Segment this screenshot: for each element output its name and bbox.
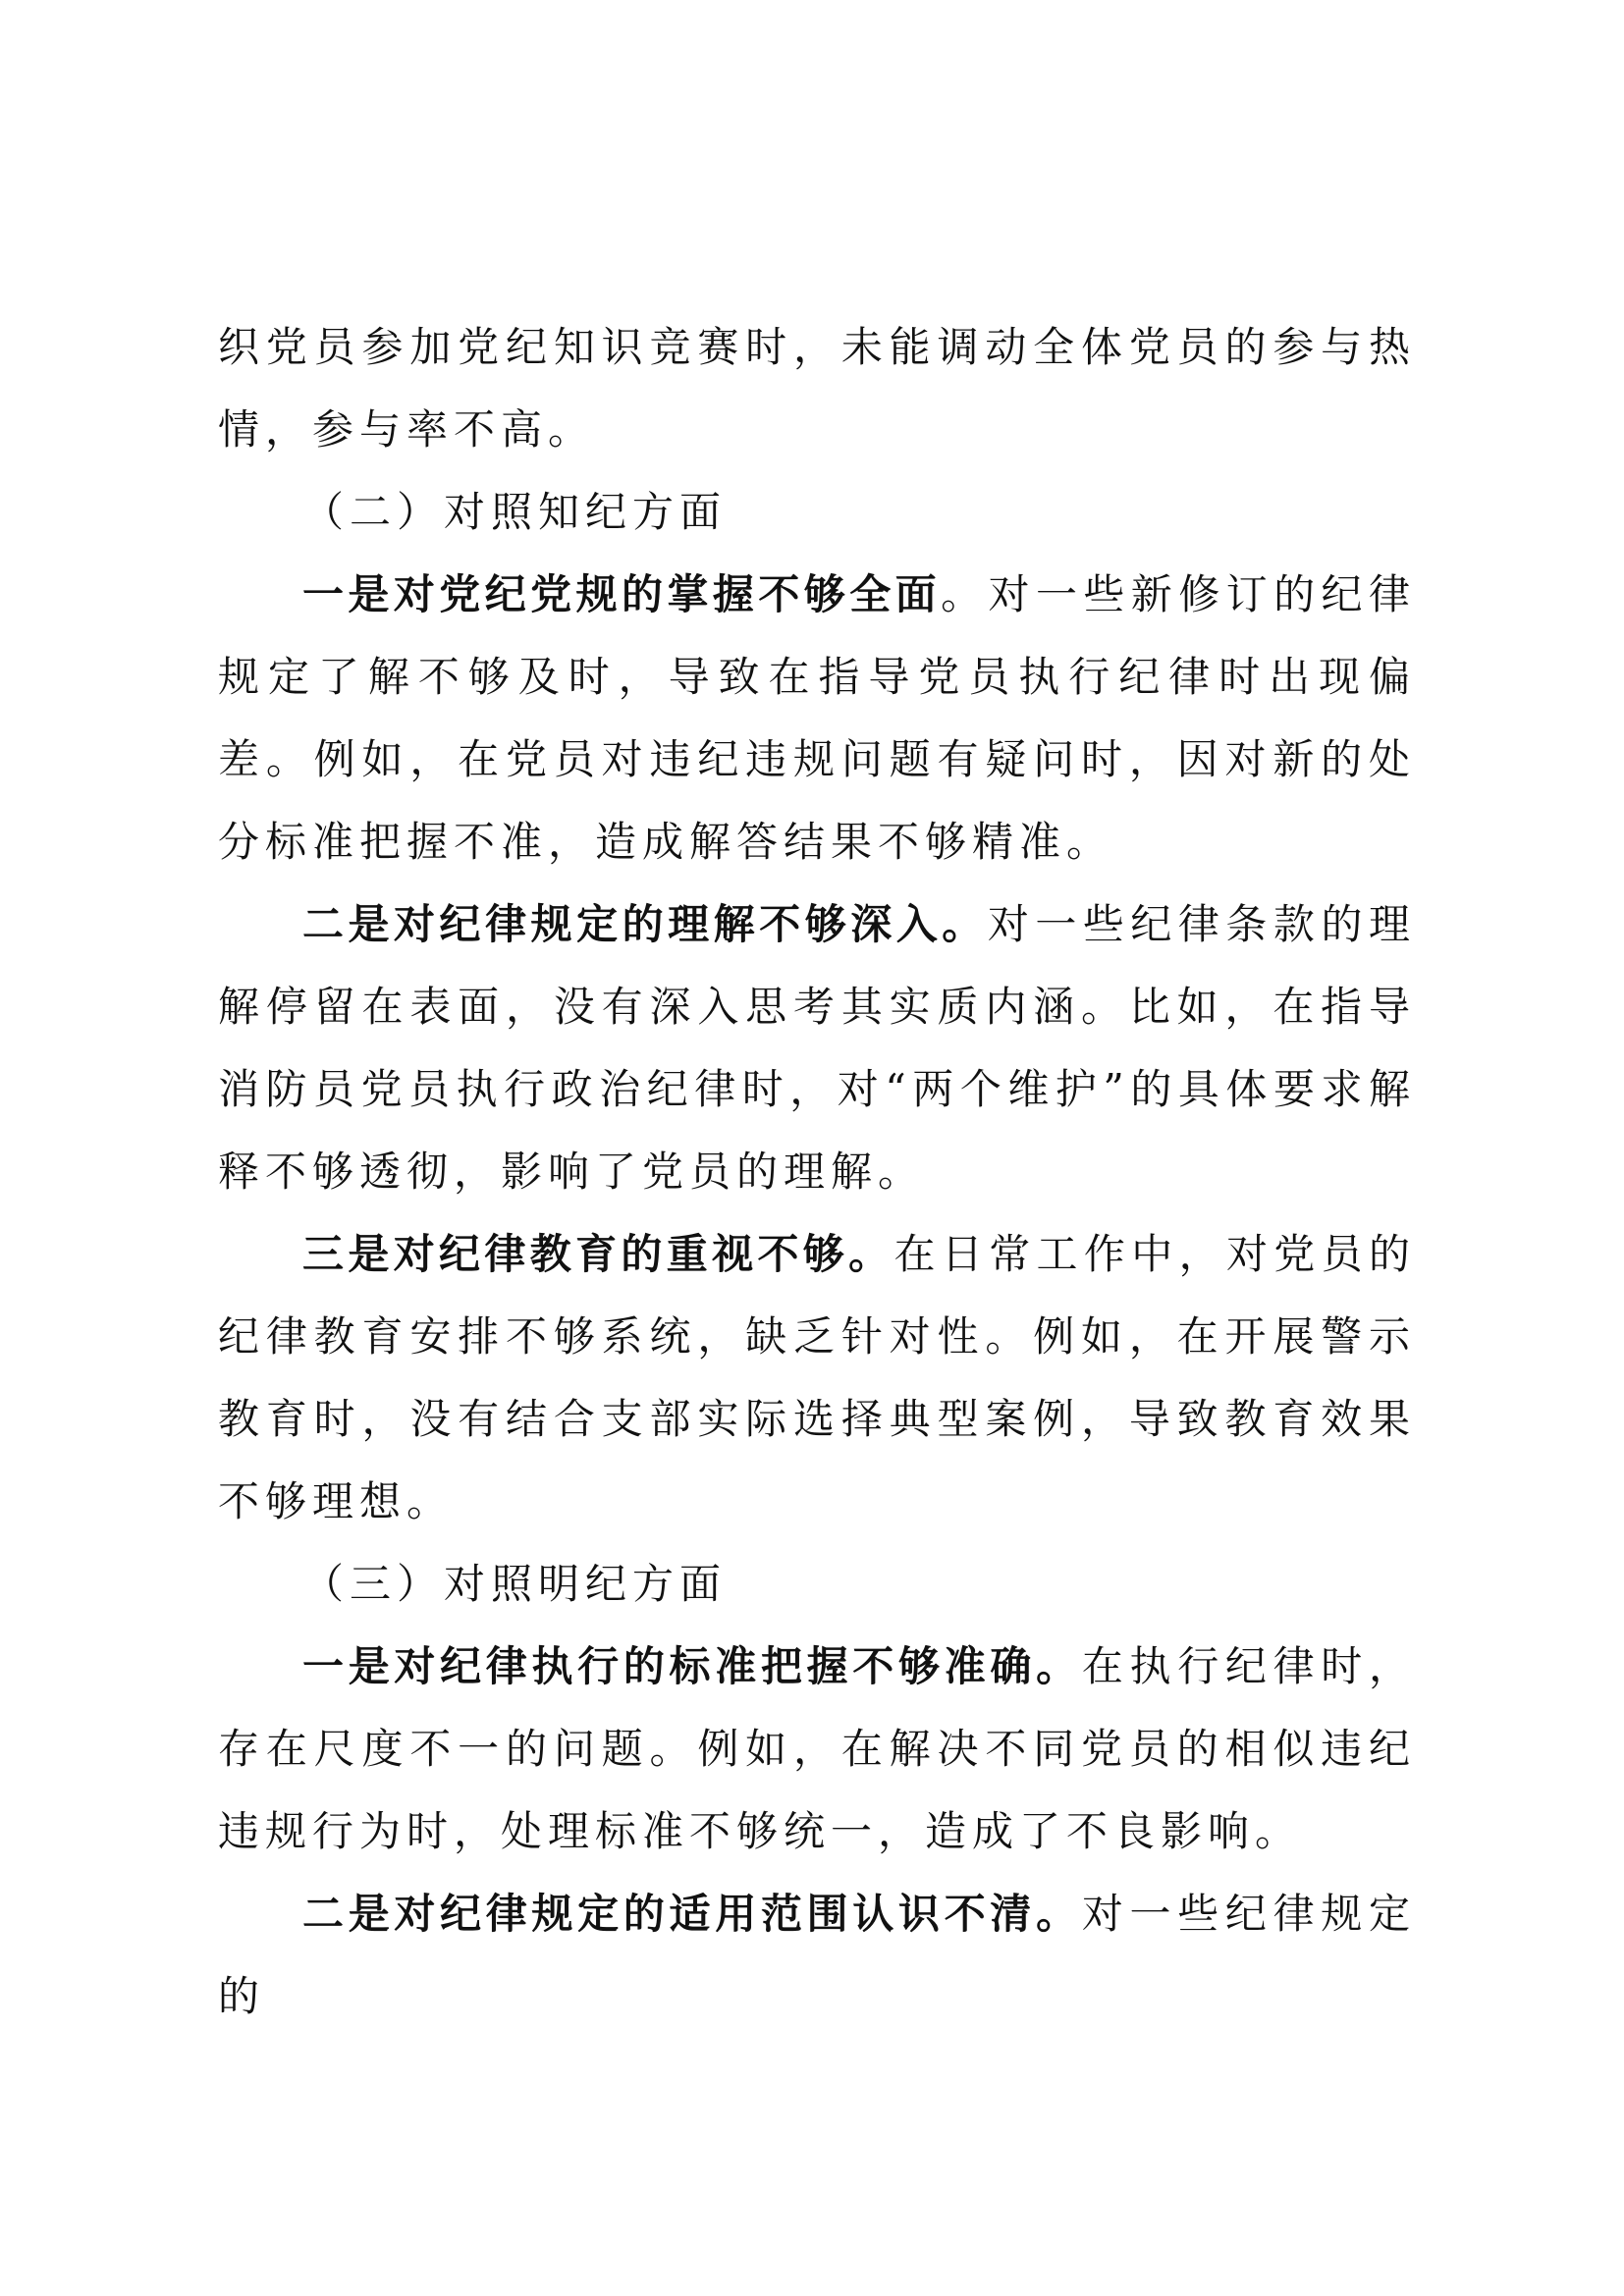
- paragraph-text: 对一些纪律规定的: [218, 1890, 1416, 2020]
- paragraph-point-1: [218, 554, 1416, 883]
- document-body: [218, 306, 1416, 2038]
- point-lead: 一是对党纪党规的掌握不够全面: [302, 570, 942, 618]
- point-lead: 一是对纪律执行的标准把握不够准确。: [302, 1642, 1082, 1690]
- paragraph-point-4: [218, 1626, 1416, 1873]
- point-lead: 二是对纪律规定的适用范围认识不清。: [302, 1890, 1082, 1938]
- heading-text: （二）对照知纪方面: [302, 488, 728, 536]
- heading-text: （三）对照明纪方面: [302, 1560, 728, 1608]
- paragraph-point-3: [218, 1213, 1416, 1543]
- section-heading-mingji: [218, 1543, 1416, 1626]
- paragraph-text: 。对一些新修订的纪律规定了解不够及时，导致在指导党员执行纪律时出现偏差。例如，在党员对违纪违规问题有疑问时，因对新的处分标准把握不准，造成解答结果不够精准。: [218, 570, 1416, 866]
- section-heading-zhiji: [218, 471, 1416, 554]
- paragraph-text: 在执行纪律时，存在尺度不一的问题。例如，在解决不同党员的相似违纪违规行为时，处理标准不够统一，造成了不良影响。: [218, 1642, 1416, 1855]
- paragraph-text: 在日常工作中，对党员的纪律教育安排不够系统，缺乏针对性。例如，在开展警示教育时，没有结合支部实际选择典型案例，导致教育效果不够理想。: [218, 1230, 1416, 1525]
- paragraph-text: 织党员参加党纪知识竞赛时，未能调动全体党员的参与热情，参与率不高。: [218, 323, 1416, 454]
- paragraph-continuation: [218, 306, 1416, 471]
- point-lead: 三是对纪律教育的重视不够。: [302, 1230, 894, 1278]
- point-lead: 二是对纪律规定的理解不够深入。: [302, 900, 988, 948]
- paragraph-text: 对一些纪律条款的理解停留在表面，没有深入思考其实质内涵。比如，在指导消防员党员执行政治纪律时，对“两个维护”的具体要求解释不够透彻，影响了党员的理解。: [218, 900, 1416, 1196]
- paragraph-point-2: [218, 883, 1416, 1213]
- paragraph-point-5: [218, 1873, 1416, 2038]
